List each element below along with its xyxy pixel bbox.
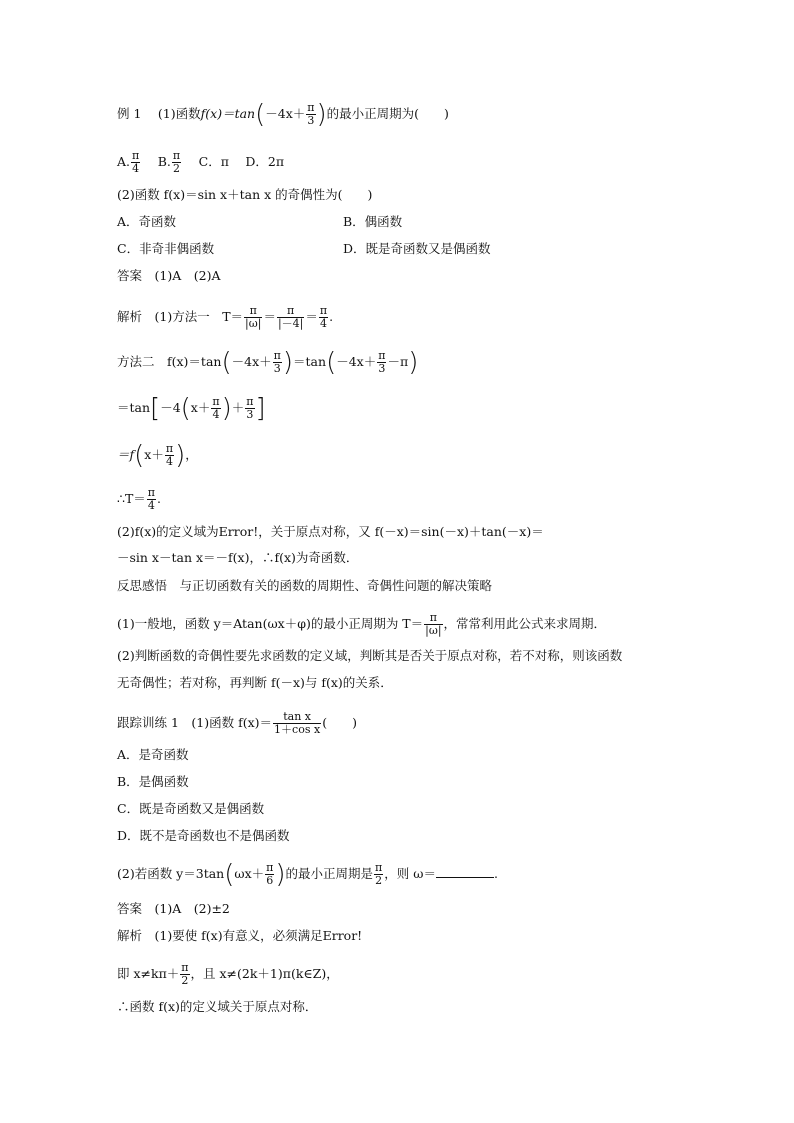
reflection-point2-line1: (2)判断函数的奇偶性要先求函数的定义域，判断其是否关于原点对称，若不对称，则该函数 bbox=[117, 648, 623, 663]
fraction: $\frac{\pi}{6}$ bbox=[266, 861, 274, 887]
reflection-point2-line2: 无奇偶性；若对称，再判断 f(－x)与 f(x)的关系． bbox=[117, 675, 393, 690]
tracking-question2: (2)若函数 y＝3tan(ωx＋ $\frac{\pi}{6}$ )的最小正周期是 $\frac{\pi}{2}$ ，则 ω＝ . bbox=[117, 859, 498, 890]
tracking-solution-line3: ∴函数 f(x)的定义域关于原点对称． bbox=[117, 999, 318, 1014]
fraction: $\frac{\pi}{4}$ bbox=[212, 395, 220, 421]
example1-options1: A. $\frac{\pi}{4}$ B. $\frac{\pi}{2}$ C．π D．2π bbox=[117, 149, 285, 175]
options-row-cd bbox=[117, 239, 677, 259]
tracking-answer: 答案 (1)A (2)±2 bbox=[117, 901, 230, 916]
tracking-question1: 跟踪训练 1 (1)函数 f(x)＝ $\frac{\text{tan x}}{\text{1＋cos x}}$ ( ) bbox=[117, 710, 357, 736]
tracking-solution-line1: 解析 (1)要使 f(x)有意义，必须满足Error! bbox=[117, 928, 363, 943]
fraction: $\frac{\text{tan x}}{\text{1＋cos x}}$ bbox=[274, 710, 321, 736]
solution-step4: ＝f(x＋ $\frac{\pi}{4}$ )， bbox=[117, 440, 198, 471]
tracking-option-c: C．既是奇函数又是偶函数 bbox=[117, 801, 265, 816]
fraction: $\frac{\pi}{|\omega|}$ bbox=[245, 304, 262, 330]
reflection-point1: (1)一般地，函数 y＝Atan(ωx＋φ)的最小正周期为 T＝ $\frac{\pi}{|\omega|}$ ，常常利用此公式来求周期． bbox=[117, 611, 607, 637]
option-d: D．既是奇函数又是偶函数 bbox=[343, 241, 491, 256]
fraction: $\frac{\pi}{2}$ bbox=[172, 149, 181, 175]
fraction: $\frac{\pi}{3}$ bbox=[378, 349, 386, 375]
fraction: $\frac{\pi}{3}$ bbox=[307, 101, 315, 127]
example1-question1: 例 1 (1)函数f(x)＝tan(－4x＋ $\frac{\pi}{3}$ )的最小正周期为( ) bbox=[117, 99, 449, 130]
fraction: $\frac{\pi}{4}$ bbox=[132, 149, 140, 175]
solution-part2-line1: (2)f(x)的定义域为Error!，关于原点对称，又 f(－x)＝sin(－x)＋tan(－x)＝ bbox=[117, 524, 544, 539]
fraction: $\frac{\pi}{|\omega|}$ bbox=[425, 611, 442, 637]
fraction: $\frac{\pi}{3}$ bbox=[246, 395, 254, 421]
example-title: 例 1 bbox=[117, 106, 142, 121]
solution-part2-line2: －sin x－tan x＝－f(x)，∴f(x)为奇函数． bbox=[117, 550, 359, 565]
reflection-title: 反思感悟 与正切函数有关的函数的周期性、奇偶性问题的解决策略 bbox=[117, 578, 493, 593]
fraction: $\frac{\pi}{4}$ bbox=[165, 442, 174, 468]
tracking-option-d: D．既不是奇函数也不是偶函数 bbox=[117, 828, 290, 843]
solution-step5: ∴T＝ $\frac{\pi}{4}$ . bbox=[117, 486, 162, 512]
option-c: C．非奇非偶函数 bbox=[117, 241, 215, 256]
option-a: A．奇函数 bbox=[117, 214, 177, 229]
fraction: $\frac{\pi}{4}$ bbox=[319, 304, 328, 330]
fraction: $\frac{\pi}{4}$ bbox=[147, 486, 156, 512]
right-paren: ) bbox=[316, 99, 327, 130]
tracking-option-a: A．是奇函数 bbox=[117, 747, 189, 762]
options-row-ab bbox=[117, 212, 677, 232]
option-b: B．偶函数 bbox=[343, 214, 403, 229]
solution-method1: 解析 (1)方法一 T＝ $\frac{\pi}{|\omega|}$ ＝ $\frac{\pi}{|-4|}$ ＝ $\frac{\pi}{4}$ . bbox=[117, 304, 334, 330]
answer-1: 答案 (1)A (2)A bbox=[117, 268, 221, 283]
solution-method2: 方法二 f(x)＝tan(－4x＋ $\frac{\pi}{3}$ )＝tan(－4x＋ $\frac{\pi}{3}$ －π) bbox=[117, 347, 419, 378]
example1-question2: (2)函数 f(x)＝sin x＋tan x 的奇偶性为( ) bbox=[117, 187, 373, 202]
left-paren: ( bbox=[255, 99, 266, 130]
answer-blank bbox=[436, 865, 494, 878]
solution-step3: ＝tan[－4(x＋ $\frac{\pi}{4}$ )＋ $\frac{\pi}{3}$ ] bbox=[117, 393, 266, 424]
fraction: $\frac{\pi}{2}$ bbox=[181, 961, 189, 987]
tracking-option-b: B．是偶函数 bbox=[117, 774, 189, 789]
fraction: $\frac{\pi}{3}$ bbox=[273, 349, 281, 375]
fraction: $\frac{\pi}{|-4|}$ bbox=[277, 304, 304, 330]
fraction: $\frac{\pi}{2}$ bbox=[375, 861, 383, 887]
tracking-solution-line2: 即 x≠kπ＋ $\frac{\pi}{2}$ ，且 x≠(2k＋1)π(k∈Z)， bbox=[117, 961, 339, 987]
